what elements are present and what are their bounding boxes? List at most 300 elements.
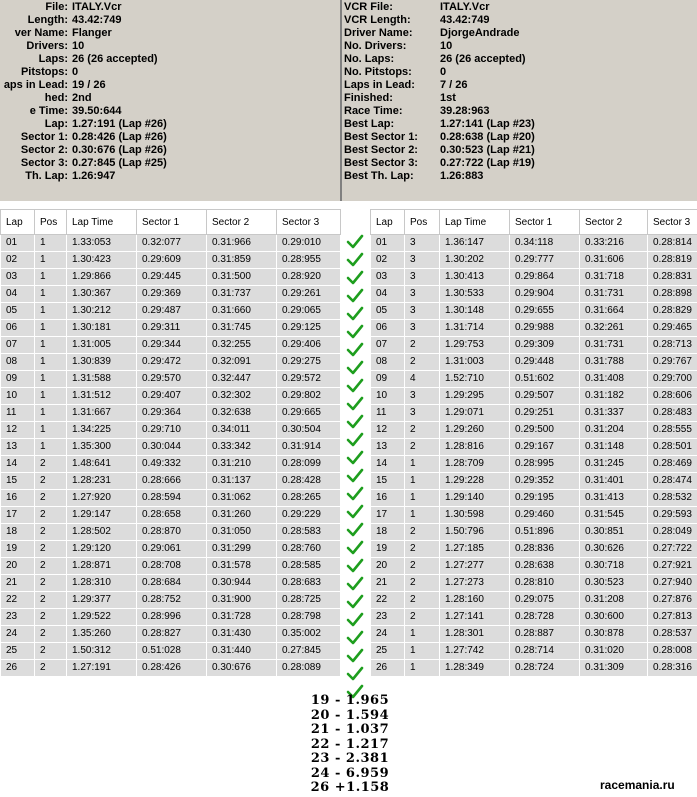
info-row (0, 66, 340, 79)
table-row (1, 558, 341, 575)
table-cell: 1.35:260 (67, 626, 137, 643)
table-cell: 10 (1, 388, 35, 405)
column-header: Lap Time (67, 210, 137, 235)
table-row (371, 405, 697, 422)
table-cell: 0.28:428 (277, 473, 341, 490)
table-cell: 2 (405, 354, 440, 371)
table-cell: 05 (1, 303, 35, 320)
info-row (0, 105, 340, 118)
table-row (1, 286, 341, 303)
table-cell: 1.34:225 (67, 422, 137, 439)
table-cell: 1 (405, 490, 440, 507)
table-row (1, 490, 341, 507)
table-cell: 0.28:714 (510, 643, 580, 660)
table-cell: 1.30:533 (440, 286, 510, 303)
table-cell: 0.28:594 (137, 490, 207, 507)
table-cell: 0.28:638 (510, 558, 580, 575)
table-row (371, 371, 697, 388)
table-cell: 0.29:777 (510, 252, 580, 269)
info-row (0, 170, 340, 183)
table-cell: 1.28:301 (440, 626, 510, 643)
table-row (1, 473, 341, 490)
table-row (1, 507, 341, 524)
table-cell: 2 (35, 592, 67, 609)
info-label: Sector 3: (20, 157, 68, 169)
check-cell (342, 323, 368, 341)
table-cell: 1.35:300 (67, 439, 137, 456)
check-icon (346, 360, 364, 376)
table-cell: 16 (1, 490, 35, 507)
table-cell: 1 (35, 235, 67, 252)
column-header: Sector 1 (510, 210, 580, 235)
table-cell: 0.29:275 (277, 354, 341, 371)
table-cell: 1.30:202 (440, 252, 510, 269)
column-header: Sector 2 (580, 210, 648, 235)
table-cell: 0.29:195 (510, 490, 580, 507)
table-cell: 0.28:831 (648, 269, 697, 286)
table-cell: 0.35:002 (277, 626, 341, 643)
table-cell: 2 (35, 643, 67, 660)
check-cell (342, 341, 368, 359)
table-cell: 1.30:413 (440, 269, 510, 286)
table-row (371, 541, 697, 558)
right-info-panel (342, 0, 697, 201)
table-cell: 0.29:061 (137, 541, 207, 558)
table-cell: 20 (371, 558, 405, 575)
table-cell: 1.28:310 (67, 575, 137, 592)
table-cell: 2 (35, 558, 67, 575)
info-row (342, 131, 697, 144)
info-label: Best Lap: (344, 118, 395, 130)
table-row (1, 439, 341, 456)
table-row (371, 320, 697, 337)
table-cell: 2 (405, 575, 440, 592)
table-cell: 0.31:578 (207, 558, 277, 575)
table-cell: 08 (1, 354, 35, 371)
info-label: No. Pitstops: (344, 66, 412, 78)
table-cell: 1.30:423 (67, 252, 137, 269)
column-header: Pos (35, 210, 67, 235)
info-value: 0.28:638 (Lap #20) (440, 131, 535, 143)
info-label: Pitstops: (20, 66, 68, 78)
info-value: ITALY.Vcr (72, 1, 122, 13)
info-value: 1.26:883 (440, 170, 484, 182)
check-cell (342, 305, 368, 323)
table-cell: 0.30:676 (207, 660, 277, 677)
info-value: 7 / 26 (440, 79, 468, 91)
table-cell: 2 (35, 473, 67, 490)
watermark: racemania.ru (600, 778, 675, 792)
table-cell: 03 (1, 269, 35, 286)
check-cell (342, 251, 368, 269)
table-cell: 12 (1, 422, 35, 439)
table-cell: 09 (1, 371, 35, 388)
table-cell: 06 (371, 320, 405, 337)
check-icon (346, 558, 364, 574)
table-cell: 0.28:585 (277, 558, 341, 575)
info-value: 43.42:749 (440, 14, 490, 26)
table-cell: 2 (35, 456, 67, 473)
check-icon (346, 612, 364, 628)
table-cell: 0.31:966 (207, 235, 277, 252)
check-icon (346, 648, 364, 664)
info-row (0, 53, 340, 66)
table-cell: 0.29:460 (510, 507, 580, 524)
table-cell: 15 (371, 473, 405, 490)
table-cell: 0.31:728 (207, 609, 277, 626)
info-value: 0 (72, 66, 79, 78)
info-value: 39.50:644 (72, 105, 122, 117)
table-cell: 1.27:185 (440, 541, 510, 558)
check-header (342, 209, 368, 233)
table-cell: 0.29:125 (277, 320, 341, 337)
table-cell: 10 (371, 388, 405, 405)
table-cell: 0.29:075 (510, 592, 580, 609)
info-row (342, 79, 697, 92)
info-row (0, 27, 340, 40)
table-cell: 0.29:655 (510, 303, 580, 320)
table-cell: 1.36:147 (440, 235, 510, 252)
table-cell: 0.29:251 (510, 405, 580, 422)
table-cell: 0.28:955 (277, 252, 341, 269)
table-cell: 0.27:876 (648, 592, 697, 609)
table-cell: 0.27:813 (648, 609, 697, 626)
table-cell: 0.29:500 (510, 422, 580, 439)
table-cell: 18 (1, 524, 35, 541)
table-cell: 1.28:160 (440, 592, 510, 609)
table-cell: 0.31:260 (207, 507, 277, 524)
info-label: hed: (44, 92, 68, 104)
table-cell: 1.29:147 (67, 507, 137, 524)
table-cell: 0.29:309 (510, 337, 580, 354)
table-cell: 1.30:181 (67, 320, 137, 337)
info-label: Length: (27, 14, 68, 26)
table-cell: 21 (1, 575, 35, 592)
table-cell: 0.28:483 (648, 405, 697, 422)
table-cell: 1.29:260 (440, 422, 510, 439)
table-cell: 2 (405, 592, 440, 609)
table-cell: 0.29:570 (137, 371, 207, 388)
info-value: 19 / 26 (72, 79, 106, 91)
table-cell: 0.28:814 (648, 235, 697, 252)
table-cell: 2 (405, 524, 440, 541)
info-label: ver Name: (14, 27, 68, 39)
table-cell: 03 (371, 269, 405, 286)
table-cell: 0.28:426 (137, 660, 207, 677)
table-cell: 0.34:118 (510, 235, 580, 252)
table-cell: 0.28:474 (648, 473, 697, 490)
table-cell: 1 (35, 320, 67, 337)
table-cell: 0.31:731 (580, 286, 648, 303)
check-icon (346, 396, 364, 412)
table-cell: 0.31:430 (207, 626, 277, 643)
table-cell: 0.29:665 (277, 405, 341, 422)
table-cell: 0.31:148 (580, 439, 648, 456)
table-cell: 0.28:996 (137, 609, 207, 626)
table-cell: 0.29:864 (510, 269, 580, 286)
check-cell (342, 377, 368, 395)
info-row (342, 144, 697, 157)
table-cell: 1.52:710 (440, 371, 510, 388)
table-cell: 20 (1, 558, 35, 575)
table-cell: 1 (35, 388, 67, 405)
check-icon (346, 666, 364, 682)
table-cell: 1.28:709 (440, 456, 510, 473)
table-row (371, 286, 697, 303)
summary-line: 22 - 1.217 (310, 736, 390, 752)
info-row (342, 118, 697, 131)
table-row (371, 626, 697, 643)
right-table-body (371, 235, 697, 677)
table-cell: 0.32:447 (207, 371, 277, 388)
check-cell (342, 521, 368, 539)
table-cell: 21 (371, 575, 405, 592)
info-row (342, 105, 697, 118)
table-cell: 3 (405, 252, 440, 269)
table-cell: 0.28:683 (277, 575, 341, 592)
table-cell: 0.28:829 (648, 303, 697, 320)
table-cell: 23 (371, 609, 405, 626)
check-cell (342, 233, 368, 251)
table-cell: 0.30:626 (580, 541, 648, 558)
table-cell: 3 (405, 320, 440, 337)
info-row (0, 131, 340, 144)
info-row (342, 53, 697, 66)
info-label: VCR Length: (344, 14, 411, 26)
table-cell: 0.29:364 (137, 405, 207, 422)
column-header: Sector 2 (207, 210, 277, 235)
table-cell: 0.29:904 (510, 286, 580, 303)
table-row (371, 490, 697, 507)
table-cell: 0.51:602 (510, 371, 580, 388)
table-cell: 11 (1, 405, 35, 422)
table-cell: 13 (371, 439, 405, 456)
table-cell: 0.29:767 (648, 354, 697, 371)
table-cell: 2 (405, 541, 440, 558)
info-label: Best Sector 1: (344, 131, 418, 143)
table-row (1, 371, 341, 388)
table-cell: 0.28:798 (277, 609, 341, 626)
table-cell: 0.29:406 (277, 337, 341, 354)
table-cell: 0.32:255 (207, 337, 277, 354)
table-cell: 0.33:216 (580, 235, 648, 252)
table-cell: 1 (35, 422, 67, 439)
table-cell: 0.29:710 (137, 422, 207, 439)
check-cell (342, 395, 368, 413)
table-cell: 0.28:995 (510, 456, 580, 473)
table-cell: 0.31:788 (580, 354, 648, 371)
summary-line: 19 - 1.965 (310, 693, 390, 708)
right-lap-table (370, 209, 697, 677)
table-cell: 1 (35, 439, 67, 456)
table-row (371, 439, 697, 456)
table-cell: 0.32:638 (207, 405, 277, 422)
column-header: Sector 3 (277, 210, 341, 235)
left-info-panel (0, 0, 340, 201)
table-cell: 1.31:588 (67, 371, 137, 388)
table-cell: 1 (35, 303, 67, 320)
info-label: Race Time: (344, 105, 403, 117)
info-value: DjorgeAndrade (440, 27, 520, 39)
table-row (1, 354, 341, 371)
table-cell: 0.30:878 (580, 626, 648, 643)
table-cell: 0.27:845 (277, 643, 341, 660)
table-cell: 1.28:871 (67, 558, 137, 575)
info-row (342, 66, 697, 79)
table-cell: 0.30:718 (580, 558, 648, 575)
check-icon (346, 378, 364, 394)
table-cell: 0.31:731 (580, 337, 648, 354)
check-icon (346, 252, 364, 268)
table-cell: 0.29:010 (277, 235, 341, 252)
table-row (371, 592, 697, 609)
check-cell (342, 593, 368, 611)
table-row (1, 405, 341, 422)
table-cell: 0.28:606 (648, 388, 697, 405)
table-cell: 0.28:537 (648, 626, 697, 643)
table-row (371, 252, 697, 269)
table-cell: 1.50:312 (67, 643, 137, 660)
table-row (1, 320, 341, 337)
info-value: 26 (26 accepted) (440, 53, 526, 65)
table-cell: 0.31:204 (580, 422, 648, 439)
table-row (1, 456, 341, 473)
table-cell: 0.28:827 (137, 626, 207, 643)
info-label: aps in Lead: (3, 79, 68, 91)
table-cell: 1.28:816 (440, 439, 510, 456)
table-cell: 0.29:445 (137, 269, 207, 286)
table-cell: 14 (1, 456, 35, 473)
info-value: 39.28:963 (440, 105, 490, 117)
table-cell: 07 (1, 337, 35, 354)
table-cell: 1.29:753 (440, 337, 510, 354)
table-cell: 0.28:870 (137, 524, 207, 541)
table-cell: 0.29:311 (137, 320, 207, 337)
info-row (0, 79, 340, 92)
check-cell (342, 665, 368, 683)
check-icon (346, 576, 364, 592)
table-cell: 0.29:507 (510, 388, 580, 405)
info-row (342, 170, 697, 183)
table-cell: 0.28:898 (648, 286, 697, 303)
table-cell: 01 (371, 235, 405, 252)
table-cell: 04 (1, 286, 35, 303)
table-cell: 0.30:523 (580, 575, 648, 592)
table-cell: 0.31:606 (580, 252, 648, 269)
table-cell: 13 (1, 439, 35, 456)
table-cell: 0.30:600 (580, 609, 648, 626)
table-cell: 25 (1, 643, 35, 660)
info-value: 26 (26 accepted) (72, 53, 158, 65)
table-cell: 1.28:502 (67, 524, 137, 541)
table-cell: 1.27:273 (440, 575, 510, 592)
table-row (1, 337, 341, 354)
table-cell: 3 (405, 303, 440, 320)
info-value: 10 (440, 40, 453, 52)
table-cell: 0.28:760 (277, 541, 341, 558)
table-cell: 3 (405, 405, 440, 422)
table-cell: 17 (371, 507, 405, 524)
check-icon (346, 522, 364, 538)
table-cell: 1.31:667 (67, 405, 137, 422)
table-cell: 0.28:728 (510, 609, 580, 626)
table-cell: 1 (35, 371, 67, 388)
table-cell: 2 (35, 541, 67, 558)
column-header: Sector 1 (137, 210, 207, 235)
table-row (371, 235, 697, 252)
info-label: Best Sector 3: (344, 157, 418, 169)
table-cell: 0.28:752 (137, 592, 207, 609)
table-cell: 0.31:062 (207, 490, 277, 507)
table-cell: 02 (1, 252, 35, 269)
info-label: Sector 2: (20, 144, 68, 156)
table-cell: 0.31:182 (580, 388, 648, 405)
table-cell: 0.32:261 (580, 320, 648, 337)
table-cell: 1.30:367 (67, 286, 137, 303)
check-icon (346, 270, 364, 286)
table-cell: 1 (405, 643, 440, 660)
table-row (1, 269, 341, 286)
info-value: 2nd (72, 92, 92, 104)
table-cell: 1.31:512 (67, 388, 137, 405)
summary-line: 23 - 2.381 (310, 751, 390, 766)
table-cell: 17 (1, 507, 35, 524)
table-cell: 0.49:332 (137, 456, 207, 473)
check-cell (342, 413, 368, 431)
info-label: Th. Lap: (25, 170, 68, 182)
table-row (371, 524, 697, 541)
table-cell: 1 (405, 473, 440, 490)
info-value: 1.27:191 (Lap #26) (72, 118, 167, 130)
table-cell: 0.31:210 (207, 456, 277, 473)
table-cell: 0.29:572 (277, 371, 341, 388)
table-cell: 0.32:077 (137, 235, 207, 252)
table-cell: 0.28:724 (510, 660, 580, 677)
table-cell: 2 (405, 558, 440, 575)
table-cell: 0.31:737 (207, 286, 277, 303)
table-cell: 3 (405, 286, 440, 303)
table-cell: 2 (35, 524, 67, 541)
table-cell: 1.29:228 (440, 473, 510, 490)
check-cell (342, 611, 368, 629)
table-cell: 0.51:028 (137, 643, 207, 660)
table-cell: 0.29:472 (137, 354, 207, 371)
table-cell: 0.28:666 (137, 473, 207, 490)
table-cell: 0.31:309 (580, 660, 648, 677)
info-row (342, 27, 697, 40)
table-cell: 1.29:140 (440, 490, 510, 507)
table-cell: 2 (35, 626, 67, 643)
table-cell: 0.29:065 (277, 303, 341, 320)
table-row (1, 252, 341, 269)
table-row (371, 456, 697, 473)
table-cell: 4 (405, 371, 440, 388)
table-cell: 1 (35, 252, 67, 269)
table-cell: 0.32:091 (207, 354, 277, 371)
table-cell: 06 (1, 320, 35, 337)
table-row (371, 269, 697, 286)
table-cell: 23 (1, 609, 35, 626)
table-row (371, 422, 697, 439)
table-row (371, 507, 697, 524)
table-cell: 1.29:377 (67, 592, 137, 609)
table-cell: 01 (1, 235, 35, 252)
check-cell (342, 359, 368, 377)
table-cell: 0.29:988 (510, 320, 580, 337)
info-row (0, 144, 340, 157)
table-cell: 0.31:440 (207, 643, 277, 660)
table-row (1, 575, 341, 592)
